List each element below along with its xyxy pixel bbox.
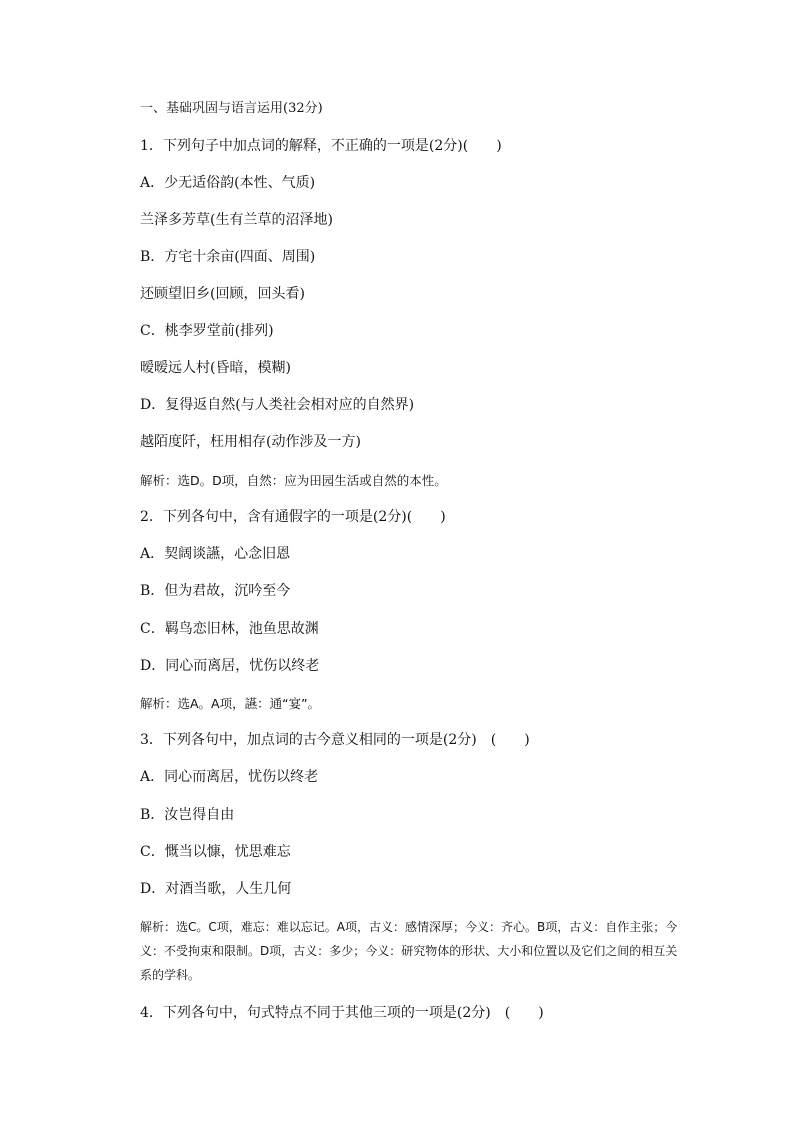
question-2-analysis: 解析：选A。A项，讌：通“宴”。 [140,696,321,711]
question-3-option-b: B．汝岂得自由 [140,807,235,823]
question-2-option-b: B．但为君故，沉吟至今 [140,583,291,599]
question-3-option-d: D．对酒当歌，人生几何 [140,881,292,897]
question-3-analysis: 解析：选C。C项，难忘：难以忘记。A项，古义：感情深厚；今义：齐心。B项，古义：自作主张；今义：不受拘束和限制。D项，古义：多少；今义：研究物体的形状、大小和位置以及它们之间的相互关系的学科。 [140,920,678,982]
question-1-stem: 1．下列句子中加点词的解释，不正确的一项是(2分)( ) [140,138,502,154]
question-4-stem: 4．下列各句中，句式特点不同于其他三项的一项是(2分) ( ) [140,1005,544,1021]
question-1-option-d: D．复得返自然(与人类社会相对应的自然界) [140,397,415,413]
section-title: 一、基础巩固与语言运用(32分) [140,101,323,116]
question-2-option-c: C．羁鸟恋旧林，池鱼思故渊 [140,621,319,637]
question-1-analysis: 解析：选D。D项，自然：应为田园生活或自然的本性。 [140,473,447,488]
question-2-option-d: D．同心而离居，忧伤以终老 [140,658,320,674]
question-2-option-a: A．契阔谈讌，心念旧恩 [140,546,291,562]
question-1-option-a-second: 兰泽多芳草(生有兰草的沼泽地) [140,212,333,228]
question-3-stem: 3．下列各句中，加点词的古今意义相同的一项是(2分) ( ) [140,732,530,748]
question-3-option-c: C．慨当以慷，忧思难忘 [140,844,291,860]
question-2-stem: 2．下列各句中，含有通假字的一项是(2分)( ) [140,509,446,525]
question-3-option-a: A．同心而离居，忧伤以终老 [140,769,319,785]
question-1-option-c: C．桃李罗堂前(排列) [140,323,274,339]
question-1-option-b-second: 还顾望旧乡(回顾，回头看) [140,286,305,302]
question-1-option-d-second: 越陌度阡，枉用相存(动作涉及一方) [140,434,361,450]
question-1-option-b: B．方宅十余亩(四面、周围) [140,249,316,265]
question-1-option-c-second: 暧暧远人村(昏暗，模糊) [140,360,291,376]
question-1-option-a: A．少无适俗韵(本性、气质) [140,175,316,191]
